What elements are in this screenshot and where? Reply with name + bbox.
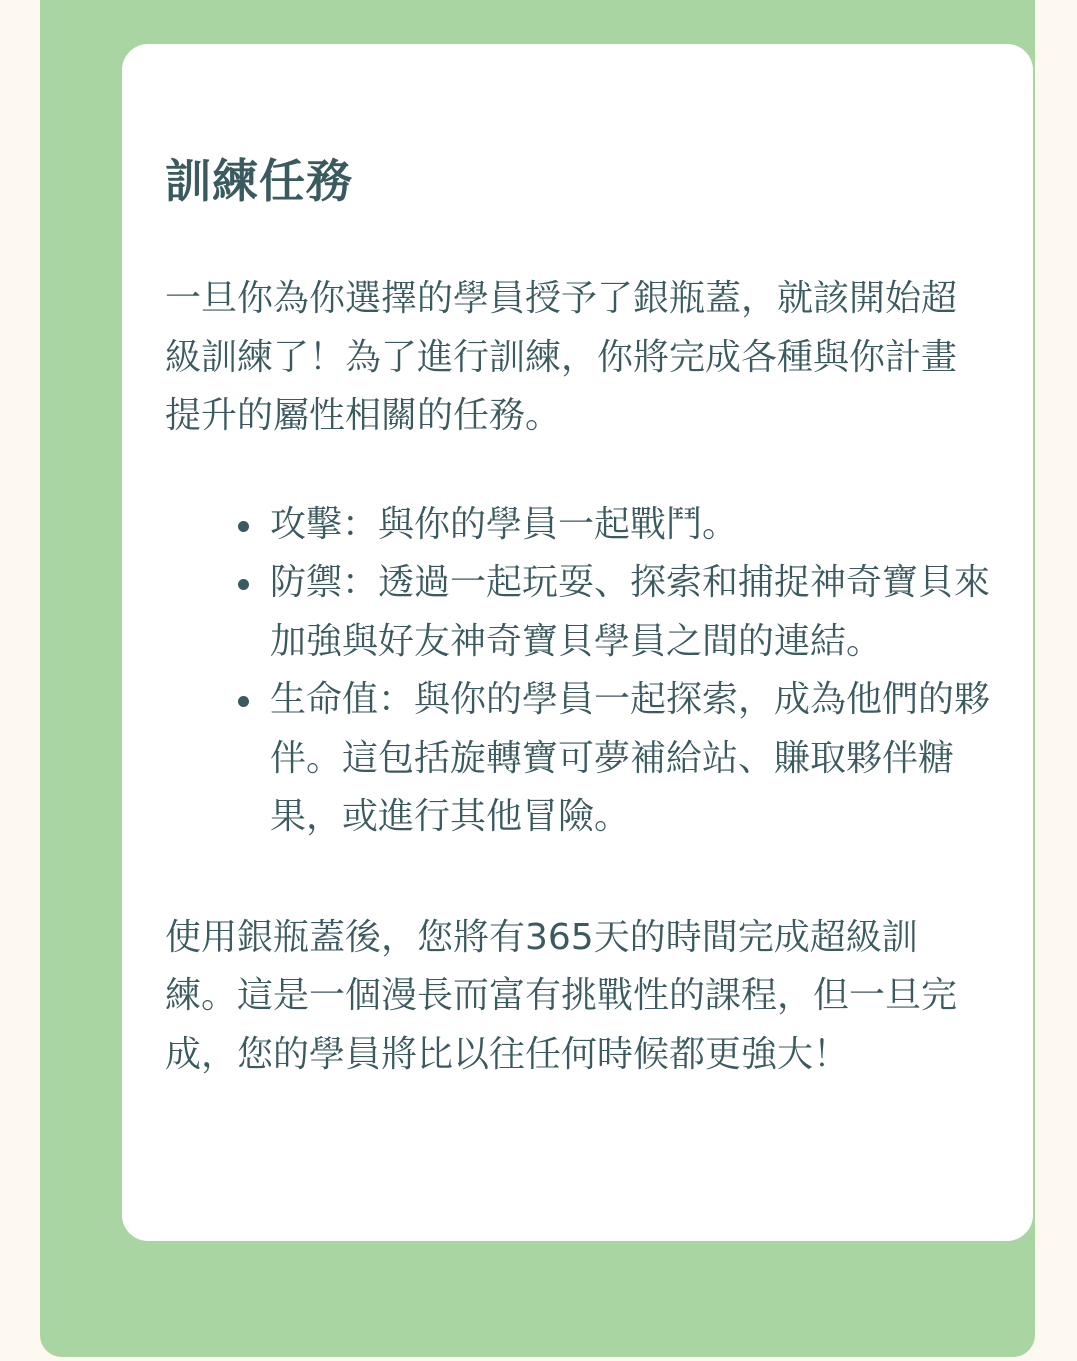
list-item-attack	[270, 496, 990, 555]
intro-paragraph: 一旦你為你選擇的學員授予了銀瓶蓋，就該開始超級訓練了！為了進行訓練，你將完成各種與你計畫提升的屬性相關的任務。	[165, 278, 958, 436]
attribute-list	[165, 496, 991, 847]
bullet-icon	[238, 696, 249, 707]
green-background-panel	[40, 0, 1035, 1357]
list-item-text: 生命值：與你的學員一起探索，成為他們的夥伴。這包括旋轉寶可夢補給站、賺取夥伴糖果，或進行其他冒險。	[270, 679, 991, 837]
list-item-defense	[270, 554, 990, 671]
bullet-icon	[238, 521, 249, 532]
content-card	[122, 44, 1033, 1241]
list-item-hp	[270, 671, 990, 847]
list-item-text: 防禦：透過一起玩耍、探索和捕捉神奇寶貝來加強與好友神奇寶貝學員之間的連結。	[270, 562, 991, 662]
closing-paragraph: 使用銀瓶蓋後，您將有365天的時間完成超級訓練。這是一個漫長而富有挑戰性的課程，但一旦完成，您的學員將比以往任何時候都更強大！	[165, 916, 958, 1075]
list-item-text: 攻擊：與你的學員一起戰鬥。	[270, 503, 739, 545]
card-title: 訓練任務	[165, 154, 353, 208]
bullet-icon	[238, 579, 249, 590]
